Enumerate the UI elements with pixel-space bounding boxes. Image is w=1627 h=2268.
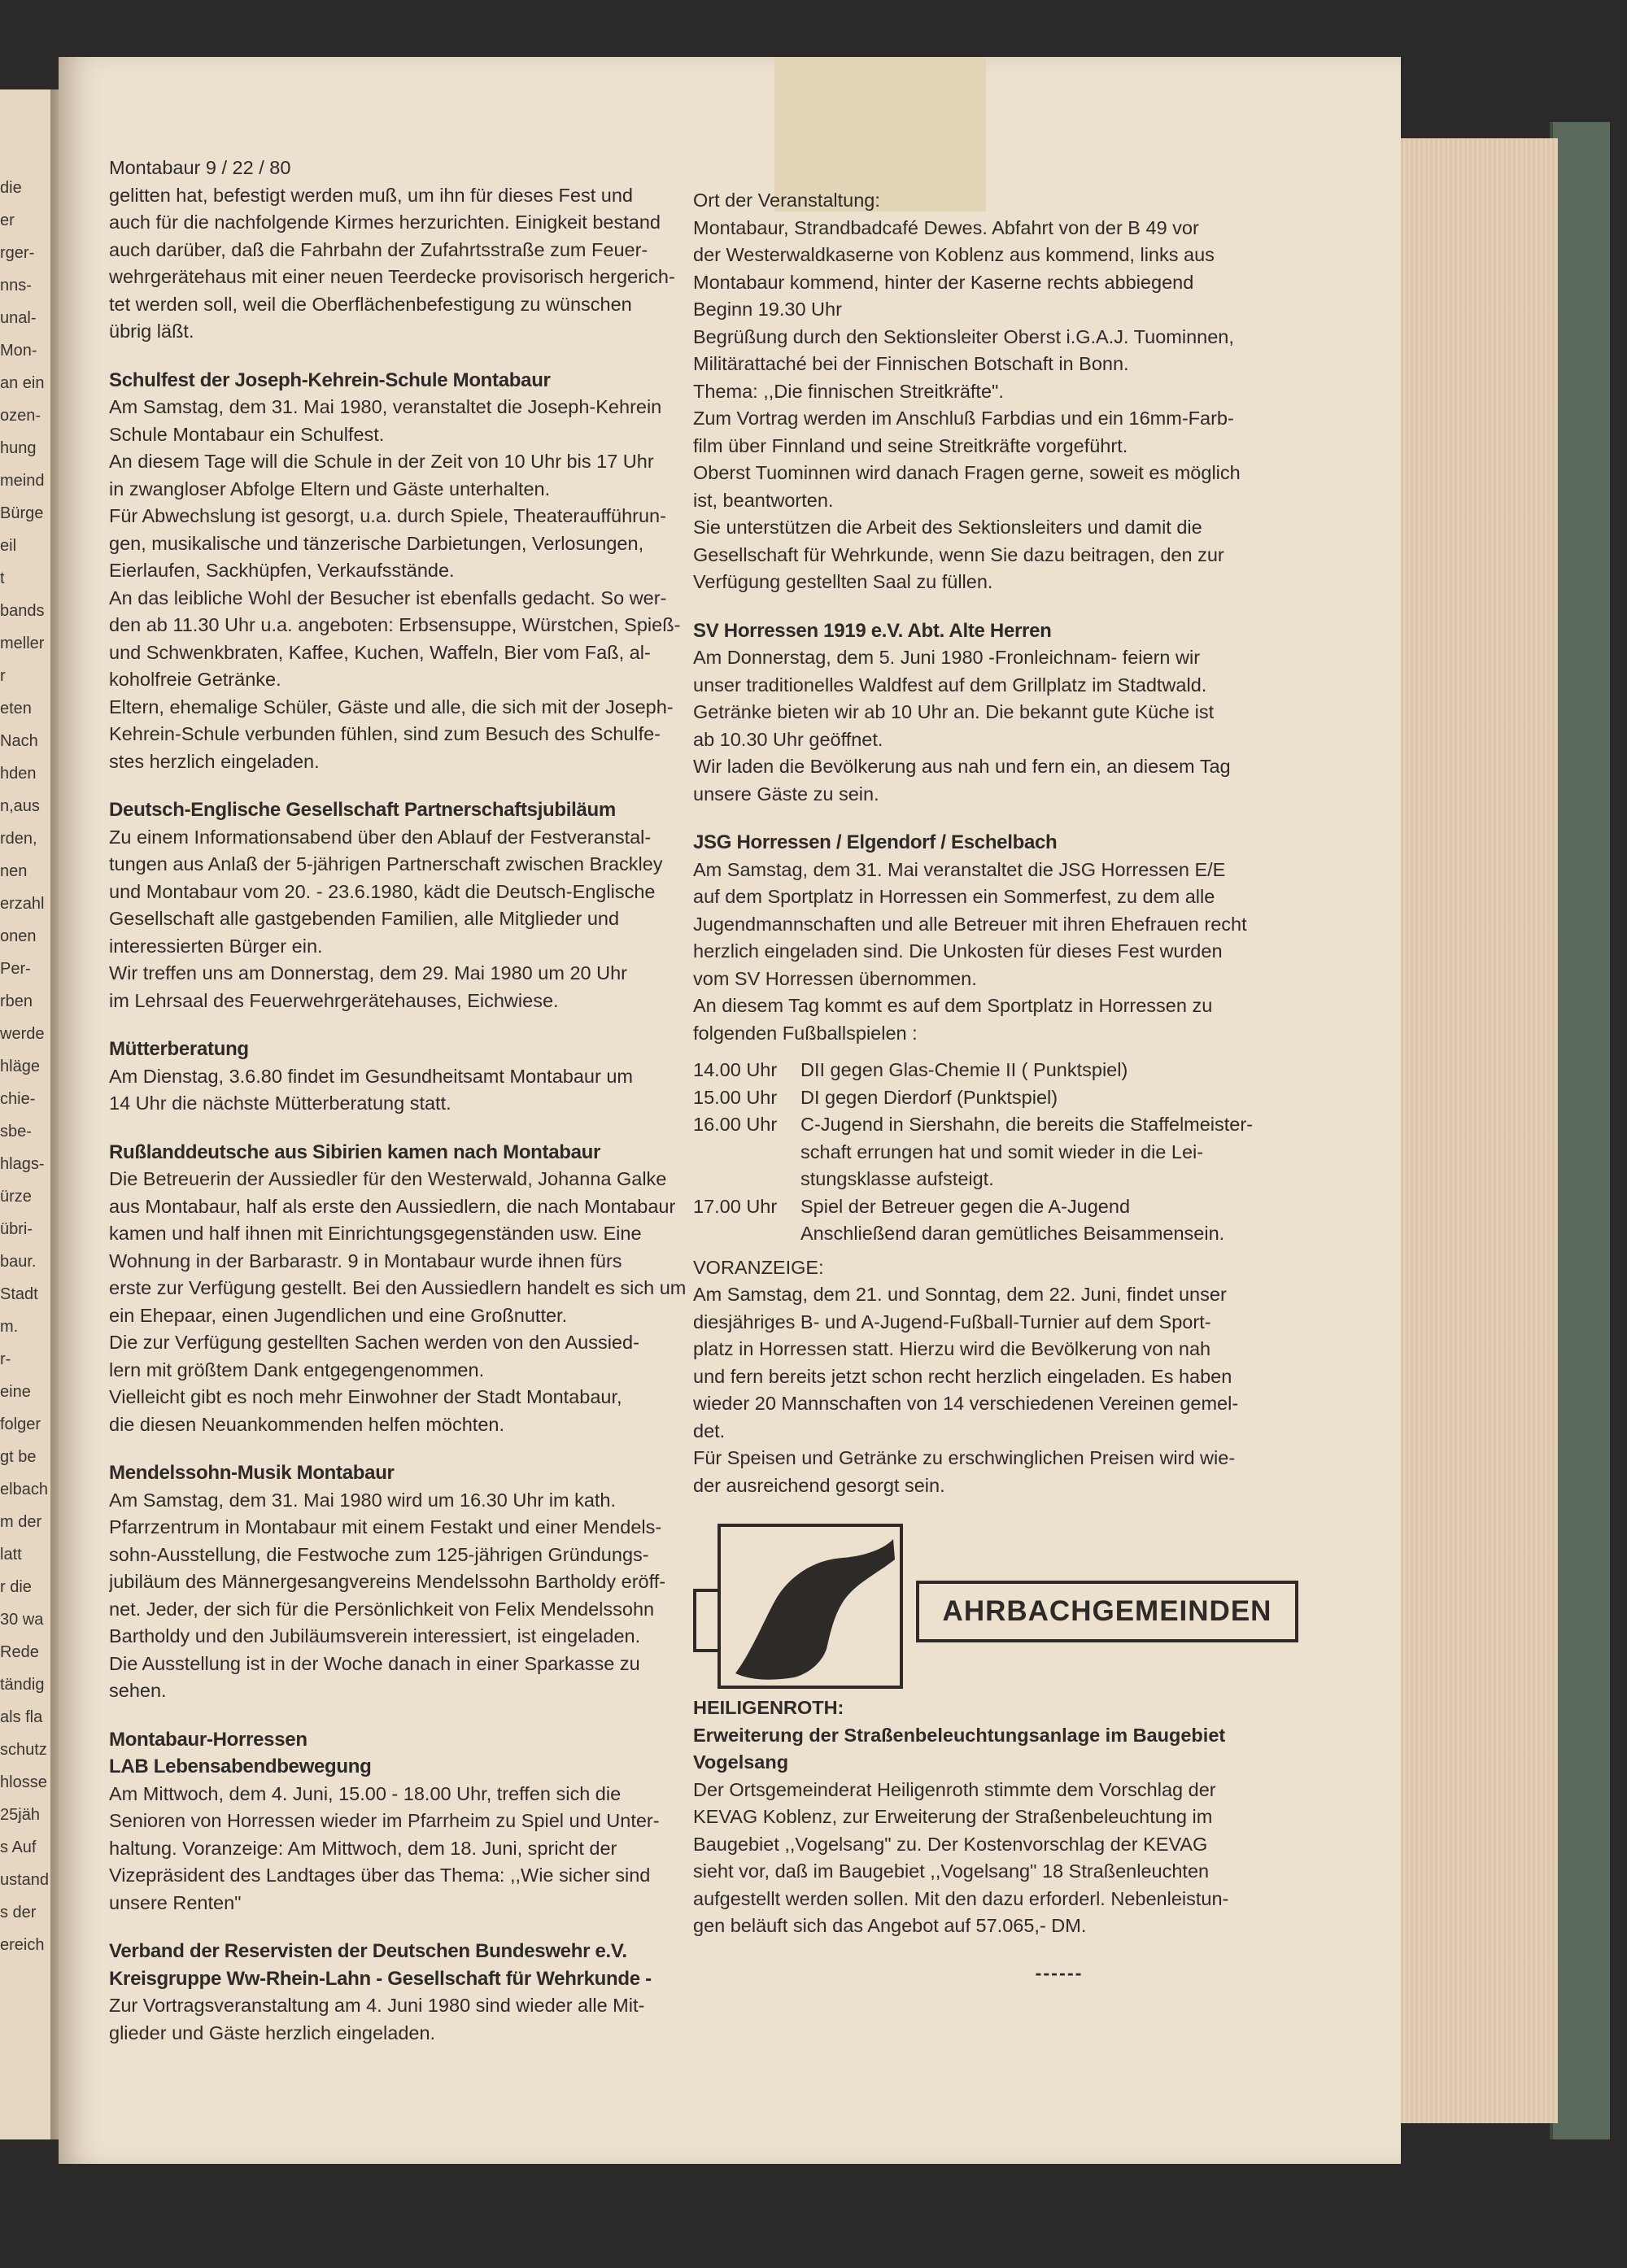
text-line: tungen aus Anlaß der 5-jährigen Partnerschaft zwischen Brackley xyxy=(109,853,663,874)
margin-fragment: hläge xyxy=(0,1058,40,1075)
text-line: diesjähriges B- und A-Jugend-Fußball-Turnier auf dem Sport- xyxy=(693,1311,1211,1332)
text-line: Ort der Veranstaltung: xyxy=(693,190,880,211)
schedule-desc xyxy=(800,1057,1128,1084)
text-line: DII gegen Glas-Chemie II ( Punktspiel) xyxy=(800,1059,1128,1080)
text-line: schaft errungen hat und somit wieder in die Lei- xyxy=(800,1141,1204,1162)
page-reference: Montabaur 9 / 22 / 80 xyxy=(109,157,291,178)
text-line: platz in Horressen statt. Hierzu wird die Bevölkerung von nah xyxy=(693,1338,1211,1359)
margin-fragment: r- xyxy=(0,1350,11,1368)
text-line: Wir laden die Bevölkerung aus nah und fern ein, an diesem Tag xyxy=(693,756,1231,777)
left-page-fragment xyxy=(0,89,57,2139)
margin-fragment: die xyxy=(0,179,22,197)
preview-text xyxy=(693,1281,1393,1499)
text-line: koholfreie Getränke. xyxy=(109,669,281,690)
margin-fragment: als fla xyxy=(0,1708,43,1726)
margin-fragment: elbach xyxy=(0,1481,48,1498)
text-line: die diesen Neuankommenden helfen möchten. xyxy=(109,1413,504,1435)
text-line: KEVAG Koblenz, zur Erweiterung der Straßenbeleuchtung im xyxy=(693,1806,1213,1827)
margin-fragment: baur. xyxy=(0,1253,37,1271)
text-line: den ab 11.30 Uhr u.a. angeboten: Erbsensuppe, Würstchen, Spieß- xyxy=(109,614,681,635)
text-line: im Lehrsaal des Feuerwehrgerätehauses, Eichwiese. xyxy=(109,989,559,1011)
text-line: der ausreichend gesorgt sein. xyxy=(693,1474,945,1496)
margin-fragment: schutz xyxy=(0,1741,47,1759)
book-cover-edge xyxy=(1550,122,1610,2139)
text-line: Anschließend daran gemütliches Beisammensein. xyxy=(800,1223,1225,1244)
page-stack-edge xyxy=(1393,138,1558,2123)
text-line: stes herzlich eingeladen. xyxy=(109,750,320,772)
schedule-time: 16.00 Uhr xyxy=(693,1114,778,1135)
right-column xyxy=(693,187,1393,1987)
text-line: unsere Gäste zu sein. xyxy=(693,783,879,805)
text-line: Vogelsang xyxy=(693,1751,789,1773)
margin-fragment: sbe- xyxy=(0,1123,32,1141)
text-line: übrig läßt. xyxy=(109,321,194,342)
section-subheading: LAB Lebensabendbewegung xyxy=(109,1756,372,1777)
text-line: aus Montabaur, half als erste den Aussiedlern, die nach Montabaur xyxy=(109,1195,676,1217)
text-line: Begrüßung durch den Sektionsleiter Oberst i.G.A.J. Tuominnen, xyxy=(693,325,1234,347)
text-line: C-Jugend in Siershahn, die bereits die Staffelmeister- xyxy=(800,1114,1254,1135)
text-line: sohn-Ausstellung, die Festwoche zum 125-jährigen Gründungs- xyxy=(109,1543,649,1565)
left-column xyxy=(109,155,735,2047)
text-line: Vizepräsident des Landtages über das Thema: ,,Wie sicher sind xyxy=(109,1865,651,1886)
text-line: und Montabaur vom 20. - 23.6.1980, kädt die Deutsch-Englische xyxy=(109,880,656,902)
margin-fragment: an ein xyxy=(0,374,45,392)
section-body xyxy=(109,1063,735,1118)
text-line: wehrgerätehaus mit einer neuen Teerdecke provisorisch hergerich- xyxy=(109,266,675,287)
text-line: det. xyxy=(693,1420,726,1441)
text-line: vom SV Horressen übernommen. xyxy=(693,967,977,989)
text-line: gen, musikalische und tänzerische Darbietungen, Verlosungen, xyxy=(109,532,644,554)
margin-fragment: 30 wa xyxy=(0,1611,44,1629)
text-line: glieder und Gäste herzlich eingeladen. xyxy=(109,2022,436,2043)
section-body xyxy=(109,1166,735,1438)
text-line: auch für die nachfolgende Kirmes herzurichten. Einigkeit bestand xyxy=(109,212,661,233)
margin-fragment: 25jäh xyxy=(0,1806,40,1824)
schedule-time: 14.00 Uhr xyxy=(693,1059,778,1080)
text-line: Die zur Verfügung gestellten Sachen werden von den Aussied- xyxy=(109,1332,639,1353)
jsg-heading: JSG Horressen / Elgendorf / Eschelbach xyxy=(693,831,1058,853)
schedule-desc xyxy=(800,1111,1253,1193)
heiligenroth-text xyxy=(693,1777,1393,1940)
text-line: Montabaur, Strandbadcafé Dewes. Abfahrt von der B 49 vor xyxy=(693,216,1199,238)
text-line: Wir treffen uns am Donnerstag, dem 29. Mai 1980 um 20 Uhr xyxy=(109,962,627,984)
margin-fragment: folger xyxy=(0,1415,41,1433)
margin-fragment: übri- xyxy=(0,1220,33,1238)
text-line: Pfarrzentrum in Montabaur mit einem Festakt und einer Mendels- xyxy=(109,1516,662,1537)
text-line: Zur Vortragsveranstaltung am 4. Juni 1980 sind wieder alle Mit- xyxy=(109,1995,645,2016)
text-line: interessierten Bürger ein. xyxy=(109,935,323,957)
margin-fragment: bands xyxy=(0,602,45,620)
text-line: Sie unterstützen die Arbeit des Sektionsleiters und damit die xyxy=(693,517,1202,538)
section-subheading: Kreisgruppe Ww-Rhein-Lahn - Gesellschaft für Wehrkunde - xyxy=(109,1967,652,1990)
margin-fragment: ereich xyxy=(0,1936,45,1954)
heiligenroth-subheading xyxy=(693,1722,1393,1777)
section-heading: Rußlanddeutsche aus Sibirien kamen nach Montabaur xyxy=(109,1141,601,1163)
text-line: Bartholdy und den Jubiläumsverein interessiert, ist eingeladen. xyxy=(109,1625,641,1646)
end-mark: ------ xyxy=(1035,1961,1084,1983)
margin-fragment: rger- xyxy=(0,244,35,262)
text-line: Militärattaché bei der Finnischen Botschaft in Bonn. xyxy=(693,353,1129,374)
margin-fragment: ustand xyxy=(0,1871,50,1889)
section-body xyxy=(109,1781,735,1917)
section-body xyxy=(109,394,735,775)
schedule-desc xyxy=(800,1193,1224,1248)
left-intro xyxy=(109,182,735,346)
text-line: ein Ehepaar, einen Jugendlichen und eine Großnutter. xyxy=(109,1304,568,1326)
margin-fragment: s der xyxy=(0,1904,37,1921)
text-line: lern mit größtem Dank entgegengenommen. xyxy=(109,1359,485,1380)
text-line: Eltern, ehemalige Schüler, Gäste und alle, die sich mit der Joseph- xyxy=(109,696,674,717)
section-heading: Schulfest der Joseph-Kehrein-Schule Montabaur xyxy=(109,369,551,391)
text-line: ist, beantworten. xyxy=(693,489,834,511)
ahrbach-logo xyxy=(693,1507,1393,1694)
sv-heading: SV Horressen 1919 e.V. Abt. Alte Herren xyxy=(693,619,1052,642)
section-heading: Verband der Reservisten der Deutschen Bundeswehr e.V. xyxy=(109,1940,627,1962)
section-body xyxy=(109,1487,735,1705)
text-line: Die Betreuerin der Aussiedler für den Westerwald, Johanna Galke xyxy=(109,1168,667,1189)
text-line: gen beläuft sich das Angebot auf 57.065,- DM. xyxy=(693,1915,1087,1936)
text-line: An das leibliche Wohl der Besucher ist ebenfalls gedacht. So wer- xyxy=(109,587,667,608)
text-line: und Schwenkbraten, Kaffee, Kuchen, Waffeln, Bier vom Faß, al- xyxy=(109,641,651,663)
text-line: Erweiterung der Straßenbeleuchtungsanlage im Baugebiet xyxy=(693,1724,1226,1746)
section-body xyxy=(109,1992,735,2047)
text-line: tet werden soll, weil die Oberflächenbefestigung zu wünschen xyxy=(109,293,632,315)
margin-fragment: ürze xyxy=(0,1188,32,1206)
text-line: unsere Renten" xyxy=(109,1891,242,1913)
logo-bracket xyxy=(693,1589,721,1652)
margin-fragment: meind xyxy=(0,472,45,490)
text-line: Spiel der Betreuer gegen die A-Jugend xyxy=(800,1195,1131,1217)
margin-fragment: Rede xyxy=(0,1643,39,1661)
margin-fragment: s Auf xyxy=(0,1838,37,1856)
sv-text xyxy=(693,644,1393,808)
margin-fragment: nns- xyxy=(0,277,32,294)
text-line: Verfügung gestellten Saal zu füllen. xyxy=(693,571,993,592)
text-line: gelitten hat, befestigt werden muß, um ihn für dieses Fest und xyxy=(109,184,633,206)
text-line: in zwangloser Abfolge Eltern und Gäste unterhalten. xyxy=(109,478,551,499)
text-line: Eierlaufen, Sackhüpfen, Verkaufsstände. xyxy=(109,560,455,581)
text-line: und fern bereits jetzt schon recht herzlich eingeladen. Es haben xyxy=(693,1365,1232,1387)
text-line: Am Samstag, dem 31. Mai 1980 wird um 16.30 Uhr im kath. xyxy=(109,1489,617,1511)
margin-fragment: meller xyxy=(0,635,45,652)
text-line: auch darüber, daß die Fahrbahn der Zufahrtsstraße zum Feuer- xyxy=(109,238,648,260)
text-line: DI gegen Dierdorf (Punktspiel) xyxy=(800,1086,1058,1108)
text-line: unser traditionelles Waldfest auf dem Grillplatz im Stadtwald. xyxy=(693,674,1207,696)
text-line: Schule Montabaur ein Schulfest. xyxy=(109,423,385,445)
text-line: Für Speisen und Getränke zu erschwinglichen Preisen wird wie- xyxy=(693,1447,1236,1468)
text-line: ab 10.30 Uhr geöffnet. xyxy=(693,728,883,750)
text-line: film über Finnland und seine Streitkräfte vorgeführt. xyxy=(693,434,1128,456)
margin-fragment: Stadt xyxy=(0,1285,38,1303)
logo-label: AHRBACHGEMEINDEN xyxy=(916,1581,1298,1642)
margin-fragment: nen xyxy=(0,862,28,880)
text-line: Am Samstag, dem 31. Mai 1980, veranstaltet die Joseph-Kehrein xyxy=(109,396,662,417)
margin-fragment: r die xyxy=(0,1578,32,1596)
schedule-row xyxy=(693,1084,1393,1112)
text-line: An diesem Tag kommt es auf dem Sportplatz in Horressen zu xyxy=(693,995,1213,1016)
text-line: sehen. xyxy=(109,1680,167,1701)
text-line: Oberst Tuominnen wird danach Fragen gerne, soweit es möglich xyxy=(693,462,1241,483)
jsg-text xyxy=(693,857,1393,1048)
text-line: haltung. Voranzeige: Am Mittwoch, dem 18. Juni, spricht der xyxy=(109,1837,617,1859)
margin-fragment: rben xyxy=(0,992,33,1010)
margin-fragment: r xyxy=(0,667,6,685)
text-line: wieder 20 Mannschaften von 14 verschiedenen Vereinen gemel- xyxy=(693,1393,1239,1414)
schedule-row xyxy=(693,1193,1393,1248)
margin-fragment: eten xyxy=(0,700,32,717)
margin-fragment: chie- xyxy=(0,1090,36,1108)
page xyxy=(59,57,1401,2164)
text-line: Senioren von Horressen wieder im Pfarrheim zu Spiel und Unter- xyxy=(109,1810,660,1831)
margin-fragment: Nach xyxy=(0,732,38,750)
logo-emblem-box xyxy=(718,1524,903,1689)
margin-fragment: erzahl xyxy=(0,895,45,913)
text-line: Vielleicht gibt es noch mehr Einwohner der Stadt Montabaur, xyxy=(109,1386,622,1407)
margin-fragment: unal- xyxy=(0,309,37,327)
text-line: Jugendmannschaften und alle Betreuer mit ihren Ehefrauen recht xyxy=(693,913,1247,935)
text-line: Am Samstag, dem 21. und Sonntag, dem 22. Juni, findet unser xyxy=(693,1284,1227,1305)
schedule-time: 17.00 Uhr xyxy=(693,1195,778,1217)
text-line: Der Ortsgemeinderat Heiligenroth stimmte dem Vorschlag der xyxy=(693,1778,1216,1800)
text-line: Am Samstag, dem 31. Mai veranstaltet die JSG Horressen E/E xyxy=(693,858,1226,880)
margin-fragment: Bürge xyxy=(0,504,44,522)
margin-fragment: n,aus xyxy=(0,797,40,815)
margin-fragment: gt be xyxy=(0,1448,37,1466)
margin-fragment: hlags- xyxy=(0,1155,45,1173)
text-line: kamen und half ihnen mit Einrichtungsgegenständen usw. Eine xyxy=(109,1223,642,1244)
text-line: Am Mittwoch, dem 4. Juni, 15.00 - 18.00 Uhr, treffen sich die xyxy=(109,1782,622,1804)
margin-fragment: m der xyxy=(0,1513,42,1531)
text-line: aufgestellt werden sollen. Mit den dazu erforderl. Nebenleistun- xyxy=(693,1887,1229,1909)
text-line: 14 Uhr die nächste Mütterberatung statt. xyxy=(109,1093,451,1114)
text-line: Am Donnerstag, dem 5. Juni 1980 -Fronleichnam- feiern wir xyxy=(693,647,1201,668)
section-heading: Deutsch-Englische Gesellschaft Partnerschaftsjubiläum xyxy=(109,799,616,821)
text-line: sieht vor, daß im Baugebiet ,,Vogelsang" 18 Straßenleuchten xyxy=(693,1860,1210,1882)
margin-fragment: hlosse xyxy=(0,1773,47,1791)
text-line: Gesellschaft für Wehrkunde, wenn Sie dazu beitragen, den zur xyxy=(693,543,1224,565)
left-sections xyxy=(109,346,735,2048)
margin-fragment: m. xyxy=(0,1318,19,1336)
text-line: Beginn 19.30 Uhr xyxy=(693,299,842,320)
right-intro xyxy=(693,187,1393,596)
margin-fragment: tändig xyxy=(0,1676,45,1694)
text-line: Kehrein-Schule verbunden fühlen, sind zum Besuch des Schulfe- xyxy=(109,723,661,744)
emblem-icon xyxy=(721,1527,900,1686)
text-line: net. Jeder, der sich für die Persönlichkeit von Felix Mendelssohn xyxy=(109,1598,655,1620)
section-heading: Montabaur-Horressen xyxy=(109,1728,308,1751)
margin-fragment: Mon- xyxy=(0,342,37,360)
margin-fragment: rden, xyxy=(0,830,37,848)
text-line: auf dem Sportplatz in Horressen ein Sommerfest, zu dem alle xyxy=(693,886,1215,907)
text-line: folgenden Fußballspielen : xyxy=(693,1022,918,1044)
preview-label: VORANZEIGE: xyxy=(693,1256,824,1278)
heiligenroth-heading: HEILIGENROTH: xyxy=(693,1697,844,1718)
text-line: stungsklasse aufsteigt. xyxy=(800,1168,994,1189)
match-schedule xyxy=(693,1057,1393,1248)
text-line: Die Ausstellung ist in der Woche danach in einer Sparkasse zu xyxy=(109,1652,640,1674)
margin-fragment: er xyxy=(0,212,15,229)
text-line: der Westerwaldkaserne von Koblenz aus kommend, links aus xyxy=(693,244,1215,265)
schedule-row xyxy=(693,1111,1393,1193)
margin-fragment: Per- xyxy=(0,960,31,978)
margin-fragment: hden xyxy=(0,765,37,783)
text-line: Für Abwechslung ist gesorgt, u.a. durch Spiele, Theateraufführun- xyxy=(109,505,666,526)
text-line: Montabaur kommend, hinter der Kaserne rechts abbiegend xyxy=(693,271,1194,293)
section-heading: Mütterberatung xyxy=(109,1038,249,1060)
text-line: Gesellschaft alle gastgebenden Familien, alle Mitglieder und xyxy=(109,908,620,929)
schedule-time: 15.00 Uhr xyxy=(693,1086,778,1108)
text-line: Wohnung in der Barbarastr. 9 in Montabaur wurde ihnen fürs xyxy=(109,1250,622,1271)
text-line: herzlich eingeladen sind. Die Unkosten für dieses Fest wurden xyxy=(693,940,1223,962)
margin-fragment: hung xyxy=(0,439,37,457)
margin-fragment: eine xyxy=(0,1383,31,1401)
schedule-row xyxy=(693,1057,1393,1084)
text-line: Am Dienstag, 3.6.80 findet im Gesundheitsamt Montabaur um xyxy=(109,1065,633,1087)
text-line: jubiläum des Männergesangvereins Mendelssohn Bartholdy eröff- xyxy=(109,1571,666,1592)
margin-fragment: latt xyxy=(0,1546,22,1564)
text-line: erste zur Verfügung gestellt. Bei den Aussiedlern handelt es sich um xyxy=(109,1277,687,1298)
schedule-desc xyxy=(800,1084,1058,1112)
text-line: Baugebiet ,,Vogelsang" zu. Der Kostenvorschlag der KEVAG xyxy=(693,1833,1208,1855)
text-line: Getränke bieten wir ab 10 Uhr an. Die bekannt gute Küche ist xyxy=(693,701,1215,722)
section-heading: Mendelssohn-Musik Montabaur xyxy=(109,1462,395,1484)
margin-fragment: werde xyxy=(0,1025,45,1043)
margin-fragment: t xyxy=(0,569,5,587)
text-line: Thema: ,,Die finnischen Streitkräfte". xyxy=(693,380,1004,402)
text-line: An diesem Tage will die Schule in der Zeit von 10 Uhr bis 17 Uhr xyxy=(109,451,654,472)
text-line: Zum Vortrag werden im Anschluß Farbdias und ein 16mm-Farb- xyxy=(693,408,1234,429)
margin-fragment: onen xyxy=(0,927,37,945)
section-body xyxy=(109,824,735,1015)
margin-fragment: ozen- xyxy=(0,407,41,425)
margin-fragment: eil xyxy=(0,537,17,555)
text-line: Zu einem Informationsabend über den Ablauf der Festveranstal- xyxy=(109,826,652,848)
